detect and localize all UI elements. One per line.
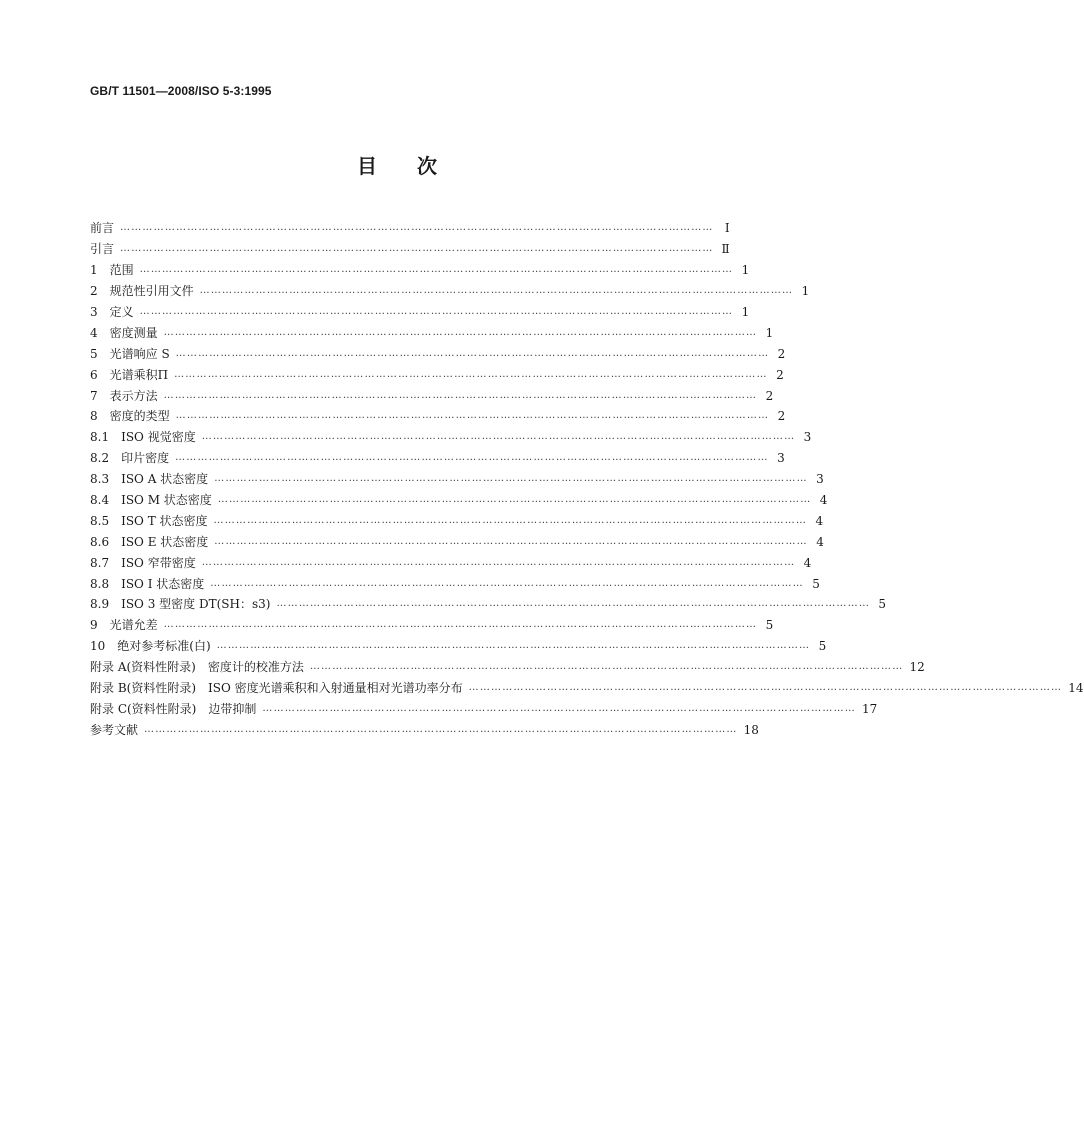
toc-entry[interactable]	[90, 281, 810, 302]
dot-leader: ……………………………………………………………………………………………………………………………………………	[201, 431, 796, 443]
toc-entry-label: 6 光谱乘积Π	[90, 367, 169, 382]
toc-entry[interactable]	[90, 364, 784, 385]
toc-entry-label: 2 规范性引用文件	[90, 284, 194, 299]
toc-entry[interactable]	[90, 698, 878, 719]
toc-entry-page: 1	[741, 305, 750, 319]
toc-entry[interactable]	[90, 615, 774, 636]
toc-entry[interactable]	[90, 427, 812, 448]
dot-leader: ……………………………………………………………………………………………………………………………………………	[144, 723, 738, 735]
dot-leader: ……………………………………………………………………………………………………………………………………………	[163, 389, 758, 401]
dot-leader: ……………………………………………………………………………………………………………………………………………	[174, 368, 768, 380]
toc-entry-page: 3	[803, 430, 812, 445]
toc-entry[interactable]	[90, 531, 824, 552]
dot-leader: ……………………………………………………………………………………………………………………………………………	[139, 306, 734, 317]
dot-leader: ……………………………………………………………………………………………………………………………………………	[175, 347, 770, 359]
page-title: 目次	[357, 154, 477, 178]
toc-entry-label: 1 范围	[90, 263, 134, 278]
toc-entry-page: 5	[818, 639, 827, 654]
dot-leader: ……………………………………………………………………………………………………………………………………………	[214, 535, 808, 547]
toc-entry-label: 8.1 ISO 视觉密度	[90, 430, 196, 445]
toc-entry-page: 2	[776, 367, 784, 382]
toc-entry[interactable]	[90, 678, 1084, 699]
toc-entry[interactable]	[90, 594, 887, 615]
toc-entry-page: 2	[777, 409, 786, 424]
toc-entry-label: 附录 A(资料性附录) 密度计的校准方法	[90, 660, 304, 675]
toc-entry[interactable]	[90, 302, 750, 323]
toc-entry-page: 2	[765, 388, 774, 403]
dot-leader: ……………………………………………………………………………………………………………………………………………	[120, 222, 714, 234]
toc-entry-label: 8.3 ISO A 状态密度	[90, 472, 209, 487]
toc-entry-label: 引言	[90, 242, 115, 257]
toc-entry[interactable]	[90, 573, 820, 594]
toc-entry-page: 4	[819, 493, 828, 508]
dot-leader: ……………………………………………………………………………………………………………………………………………	[214, 473, 808, 485]
table-of-contents	[90, 218, 1084, 740]
dot-leader: ……………………………………………………………………………………………………………………………………………	[139, 264, 734, 276]
toc-entry-page: 5	[812, 576, 820, 591]
toc-entry-label: 3 定义	[90, 305, 134, 319]
toc-entry-label: 8.8 ISO I 状态密度	[90, 576, 205, 591]
toc-entry-page: 1	[741, 263, 750, 278]
toc-entry-page: 18	[743, 722, 759, 737]
toc-entry-page: 14	[1068, 681, 1084, 696]
dot-leader: ……………………………………………………………………………………………………………………………………………	[468, 682, 1063, 694]
toc-entry[interactable]	[90, 239, 730, 260]
toc-entry[interactable]	[90, 490, 828, 511]
toc-entry[interactable]	[90, 448, 785, 469]
toc-entry-label: 7 表示方法	[90, 388, 158, 403]
toc-entry[interactable]	[90, 469, 824, 490]
toc-entry[interactable]	[90, 385, 774, 406]
toc-entry[interactable]	[90, 636, 827, 657]
toc-entry-label: 9 光谱允差	[90, 618, 158, 633]
toc-entry-page: Ⅰ	[724, 221, 730, 236]
toc-entry-label: 8.7 ISO 窄带密度	[90, 555, 196, 570]
toc-entry-page: 5	[765, 618, 774, 633]
toc-entry[interactable]	[90, 322, 774, 343]
toc-entry[interactable]	[90, 260, 750, 281]
toc-entry-page: 12	[909, 660, 925, 675]
dot-leader: ……………………………………………………………………………………………………………………………………………	[276, 598, 871, 610]
toc-entry-page: 4	[815, 513, 824, 528]
dot-leader: ……………………………………………………………………………………………………………………………………………	[199, 285, 794, 297]
toc-entry-label: 10 绝对参考标准(白)	[90, 639, 211, 654]
toc-entry-label: 8 密度的类型	[90, 409, 170, 424]
toc-entry-page: 3	[777, 451, 785, 466]
dot-leader: ……………………………………………………………………………………………………………………………………………	[201, 556, 796, 568]
dot-leader: ……………………………………………………………………………………………………………………………………………	[309, 661, 904, 673]
toc-entry-label: 附录 B(资料性附录) ISO 密度光谱乘积和入射通量相对光谱功率分布	[90, 681, 463, 696]
dot-leader: ……………………………………………………………………………………………………………………………………………	[175, 452, 769, 464]
toc-entry-label: 8.6 ISO E 状态密度	[90, 534, 209, 549]
toc-entry-page: 4	[816, 534, 824, 549]
toc-entry[interactable]	[90, 552, 812, 573]
toc-entry-label: 附录 C(资料性附录) 边带抑制	[90, 701, 257, 716]
toc-entry-label: 8.9 ISO 3 型密度 DT(SH：s3)	[90, 597, 271, 612]
dot-leader: ……………………………………………………………………………………………………………………………………………	[217, 494, 812, 506]
toc-entry[interactable]	[90, 406, 786, 427]
dot-leader: ……………………………………………………………………………………………………………………………………………	[175, 410, 770, 422]
toc-entry[interactable]	[90, 343, 786, 364]
toc-entry[interactable]	[90, 719, 759, 740]
dot-leader: ……………………………………………………………………………………………………………………………………………	[216, 640, 811, 652]
dot-leader: ……………………………………………………………………………………………………………………………………………	[210, 577, 804, 589]
dot-leader: ……………………………………………………………………………………………………………………………………………	[213, 514, 808, 526]
toc-entry-page: 1	[801, 284, 810, 299]
toc-entry[interactable]	[90, 218, 730, 239]
toc-entry-page: 17	[861, 701, 878, 716]
toc-entry-label: 8.5 ISO T 状态密度	[90, 513, 208, 528]
toc-entry-label: 5 光谱响应 S	[90, 346, 170, 361]
dot-leader: ……………………………………………………………………………………………………………………………………………	[163, 326, 758, 338]
toc-entry-label: 8.4 ISO M 状态密度	[90, 493, 212, 508]
toc-entry-label: 参考文献	[90, 722, 139, 737]
toc-entry-page: 3	[816, 472, 824, 487]
toc-entry[interactable]	[90, 510, 824, 531]
dot-leader: ……………………………………………………………………………………………………………………………………………	[262, 702, 856, 714]
toc-entry-label: 前言	[90, 221, 115, 236]
dot-leader: ……………………………………………………………………………………………………………………………………………	[163, 619, 758, 631]
toc-entry[interactable]	[90, 657, 925, 678]
document-header: GB/T 11501—2008/ISO 5-3:1995	[90, 84, 272, 98]
toc-entry-label: 8.2 印片密度	[90, 451, 170, 466]
toc-entry-page: 5	[878, 597, 887, 612]
dot-leader: ……………………………………………………………………………………………………………………………………………	[120, 243, 714, 255]
toc-entry-page: 1	[765, 325, 774, 340]
toc-entry-page: 2	[777, 346, 786, 361]
toc-entry-page: Ⅱ	[721, 242, 730, 257]
toc-entry-page: 4	[803, 555, 812, 570]
toc-entry-label: 4 密度测量	[90, 325, 158, 340]
